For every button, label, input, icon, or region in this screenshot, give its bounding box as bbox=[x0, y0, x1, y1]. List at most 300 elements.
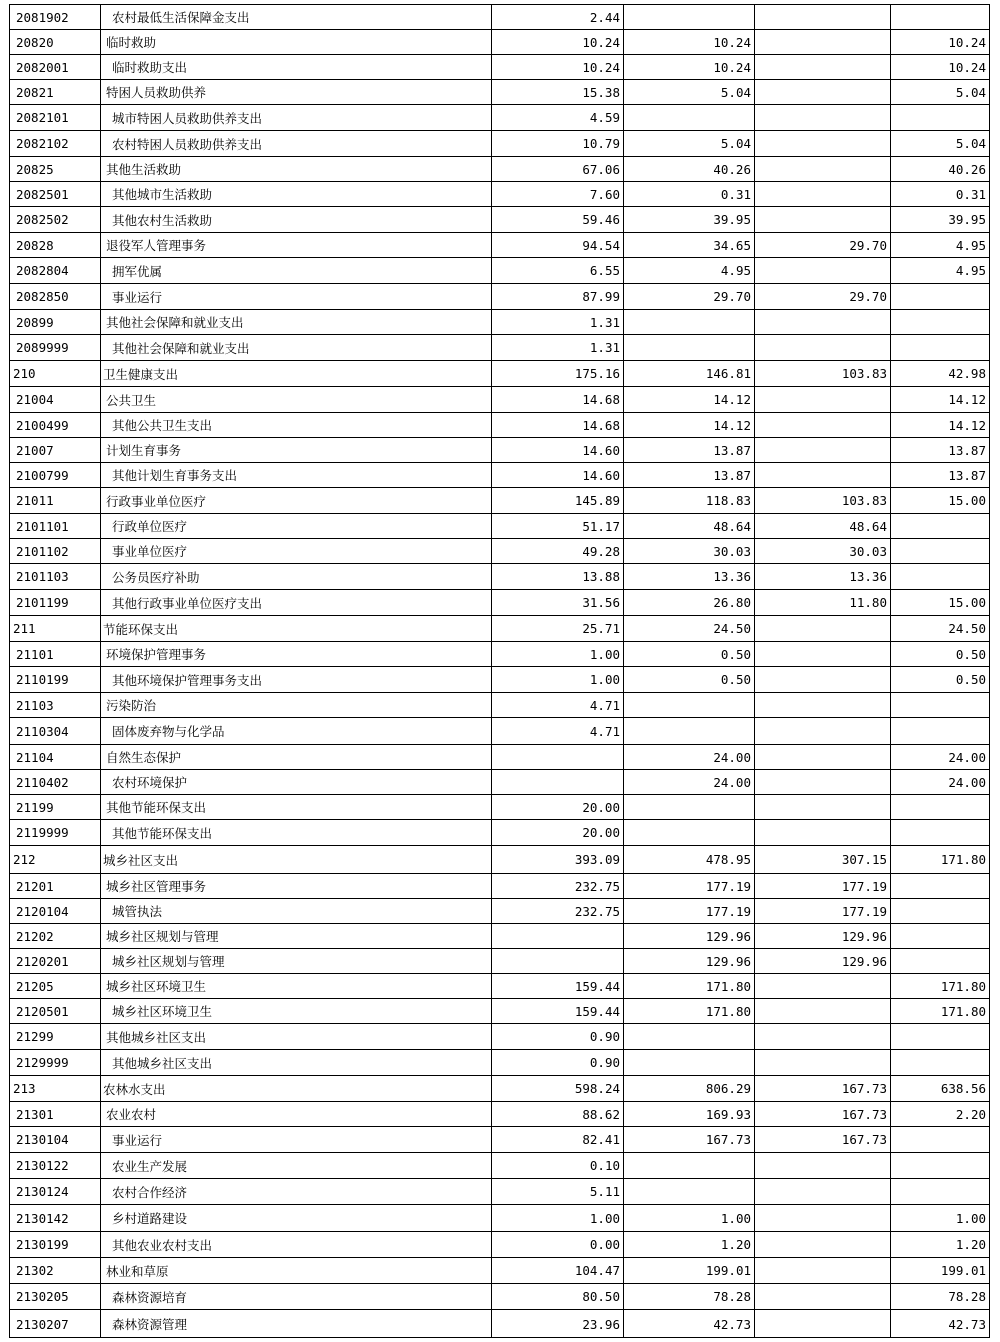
row-value-3: 48.64 bbox=[755, 514, 891, 538]
row-value-2: 13.36 bbox=[624, 564, 755, 589]
row-name: 其他生活救助 bbox=[101, 157, 492, 181]
row-code: 2101102 bbox=[10, 539, 101, 563]
row-value-3 bbox=[755, 105, 891, 130]
row-value-2: 118.83 bbox=[624, 488, 755, 513]
table-row bbox=[10, 539, 989, 564]
row-value-3 bbox=[755, 30, 891, 54]
row-code: 2130124 bbox=[10, 1179, 101, 1204]
row-code: 2110199 bbox=[10, 667, 101, 692]
table-row bbox=[10, 1310, 989, 1338]
row-value-1: 14.60 bbox=[492, 438, 624, 462]
row-code: 21205 bbox=[10, 974, 101, 998]
row-value-2: 806.29 bbox=[624, 1076, 755, 1101]
row-value-2 bbox=[624, 335, 755, 360]
row-value-2: 171.80 bbox=[624, 974, 755, 998]
table-row bbox=[10, 1284, 989, 1310]
row-value-1 bbox=[492, 949, 624, 973]
table-row bbox=[10, 999, 989, 1024]
row-name: 行政单位医疗 bbox=[101, 514, 492, 538]
row-value-1: 4.59 bbox=[492, 105, 624, 130]
table-row bbox=[10, 899, 989, 924]
row-value-4: 5.04 bbox=[955, 136, 986, 151]
row-value-3: 177.19 bbox=[755, 899, 891, 923]
row-code: 2082804 bbox=[10, 258, 101, 283]
row-value-2: 0.50 bbox=[624, 642, 755, 666]
row-code: 2120201 bbox=[10, 949, 101, 973]
row-value-2: 39.95 bbox=[624, 207, 755, 232]
row-value-4: 13.87 bbox=[948, 442, 986, 458]
row-value-3 bbox=[755, 693, 891, 717]
row-value-3 bbox=[755, 1205, 891, 1231]
row-value-3 bbox=[755, 1024, 891, 1049]
row-value-1: 5.11 bbox=[492, 1179, 624, 1204]
row-value-2: 24.00 bbox=[624, 745, 755, 769]
row-value-2: 0.50 bbox=[624, 667, 755, 692]
row-code: 21103 bbox=[10, 693, 101, 717]
table-row bbox=[10, 770, 989, 795]
row-name: 其他城市生活救助 bbox=[101, 182, 492, 206]
row-value-4: 10.24 bbox=[948, 59, 986, 75]
row-code: 2081902 bbox=[10, 5, 101, 29]
row-value-4: 42.98 bbox=[948, 366, 986, 381]
row-value-2: 167.73 bbox=[624, 1127, 755, 1152]
table-row bbox=[10, 1102, 989, 1127]
row-value-3: 167.73 bbox=[755, 1127, 891, 1152]
row-value-4 bbox=[891, 105, 989, 130]
row-value-3 bbox=[755, 1258, 891, 1283]
row-code: 212 bbox=[10, 846, 101, 873]
row-code: 2101101 bbox=[10, 514, 101, 538]
row-value-2: 14.12 bbox=[624, 387, 755, 412]
row-value-3 bbox=[755, 80, 891, 104]
row-value-3 bbox=[755, 1310, 891, 1338]
row-name: 污染防治 bbox=[101, 693, 492, 717]
row-value-4: 4.95 bbox=[955, 263, 986, 278]
row-name: 城市特困人员救助供养支出 bbox=[101, 105, 492, 130]
row-value-1 bbox=[492, 745, 624, 769]
row-value-3 bbox=[755, 310, 891, 334]
table-row bbox=[10, 233, 989, 258]
table-row bbox=[10, 718, 989, 745]
table-row bbox=[10, 616, 989, 642]
row-name: 其他节能环保支出 bbox=[101, 795, 492, 819]
row-value-2: 10.24 bbox=[624, 55, 755, 79]
row-name: 事业单位医疗 bbox=[101, 539, 492, 563]
row-value-4: 171.80 bbox=[940, 852, 986, 867]
row-value-2: 146.81 bbox=[624, 361, 755, 386]
row-value-1: 0.90 bbox=[492, 1024, 624, 1049]
row-value-3: 103.83 bbox=[755, 488, 891, 513]
row-value-2: 14.12 bbox=[624, 413, 755, 437]
row-code: 2110304 bbox=[10, 718, 101, 744]
row-value-4 bbox=[891, 924, 989, 948]
row-value-2: 199.01 bbox=[624, 1258, 755, 1283]
row-value-3 bbox=[755, 207, 891, 232]
row-value-3: 11.80 bbox=[755, 590, 891, 615]
table-row bbox=[10, 438, 989, 463]
row-value-3 bbox=[755, 616, 891, 641]
row-value-4 bbox=[891, 1024, 989, 1049]
row-value-1: 82.41 bbox=[492, 1127, 624, 1152]
row-value-2 bbox=[624, 105, 755, 130]
table-row bbox=[10, 5, 989, 30]
table-row bbox=[10, 488, 989, 514]
row-value-4: 171.80 bbox=[940, 1003, 986, 1019]
row-value-3: 177.19 bbox=[755, 874, 891, 898]
row-value-2: 78.28 bbox=[624, 1284, 755, 1309]
row-value-3 bbox=[755, 258, 891, 283]
row-value-3 bbox=[755, 667, 891, 692]
row-value-1: 14.68 bbox=[492, 387, 624, 412]
row-value-1: 10.24 bbox=[492, 55, 624, 79]
row-value-4: 199.01 bbox=[940, 1263, 986, 1278]
row-code: 2130199 bbox=[10, 1232, 101, 1257]
row-code: 2082850 bbox=[10, 284, 101, 309]
table-row bbox=[10, 413, 989, 438]
row-code: 2082501 bbox=[10, 182, 101, 206]
row-name: 城乡社区管理事务 bbox=[101, 874, 492, 898]
row-code: 210 bbox=[10, 361, 101, 386]
row-name: 自然生态保护 bbox=[101, 745, 492, 769]
row-code: 2082001 bbox=[10, 55, 101, 79]
row-value-3: 13.36 bbox=[755, 564, 891, 589]
row-value-2: 48.64 bbox=[624, 514, 755, 538]
row-value-1: 598.24 bbox=[492, 1076, 624, 1101]
row-name: 其他节能环保支出 bbox=[101, 820, 492, 845]
row-value-1: 13.88 bbox=[492, 564, 624, 589]
row-value-3 bbox=[755, 335, 891, 360]
table-row bbox=[10, 80, 989, 105]
row-code: 21007 bbox=[10, 438, 101, 462]
row-name: 临时救助 bbox=[101, 30, 492, 54]
row-name: 森林资源培育 bbox=[101, 1284, 492, 1309]
table-row bbox=[10, 949, 989, 974]
table-row bbox=[10, 207, 989, 233]
table-row bbox=[10, 1127, 989, 1153]
row-value-3 bbox=[755, 1153, 891, 1178]
row-value-2: 24.00 bbox=[624, 770, 755, 794]
row-value-3 bbox=[755, 642, 891, 666]
row-value-2 bbox=[624, 1153, 755, 1178]
table-row bbox=[10, 1153, 989, 1179]
row-name: 城乡社区规划与管理 bbox=[101, 949, 492, 973]
table-row bbox=[10, 361, 989, 387]
row-value-4: 39.95 bbox=[948, 212, 986, 227]
table-row bbox=[10, 1050, 989, 1076]
table-row bbox=[10, 667, 989, 693]
row-name: 城乡社区支出 bbox=[101, 846, 492, 873]
row-name: 农林水支出 bbox=[101, 1076, 492, 1101]
row-value-3 bbox=[755, 820, 891, 845]
row-name: 农业农村 bbox=[101, 1102, 492, 1126]
row-code: 2130207 bbox=[10, 1310, 101, 1338]
row-value-4 bbox=[891, 820, 989, 845]
row-value-3 bbox=[755, 387, 891, 412]
row-value-4 bbox=[891, 718, 989, 744]
row-value-1: 88.62 bbox=[492, 1102, 624, 1126]
row-value-3: 167.73 bbox=[755, 1102, 891, 1126]
row-value-1: 1.00 bbox=[492, 667, 624, 692]
budget-table bbox=[9, 4, 990, 1338]
row-value-1: 15.38 bbox=[492, 80, 624, 104]
row-value-1: 159.44 bbox=[492, 974, 624, 998]
row-value-3 bbox=[755, 463, 891, 487]
row-value-4: 24.50 bbox=[948, 621, 986, 636]
table-row bbox=[10, 463, 989, 488]
row-name: 其他公共卫生支出 bbox=[101, 413, 492, 437]
row-name: 城乡社区规划与管理 bbox=[101, 924, 492, 948]
row-value-4 bbox=[891, 949, 989, 973]
row-value-4: 0.50 bbox=[955, 672, 986, 687]
table-row bbox=[10, 1258, 989, 1284]
row-value-2: 177.19 bbox=[624, 874, 755, 898]
row-value-4 bbox=[891, 1179, 989, 1204]
table-row bbox=[10, 1179, 989, 1205]
row-value-4 bbox=[891, 514, 989, 538]
row-value-2: 129.96 bbox=[624, 924, 755, 948]
row-value-4: 78.28 bbox=[948, 1289, 986, 1304]
row-value-4: 14.12 bbox=[948, 392, 986, 407]
table-row bbox=[10, 131, 989, 157]
row-value-4: 14.12 bbox=[948, 417, 986, 433]
row-value-1: 145.89 bbox=[492, 488, 624, 513]
table-row bbox=[10, 874, 989, 899]
row-value-2: 4.95 bbox=[624, 258, 755, 283]
row-value-4: 42.73 bbox=[948, 1316, 986, 1332]
row-value-2 bbox=[624, 1179, 755, 1204]
row-value-1: 104.47 bbox=[492, 1258, 624, 1283]
row-code: 2120501 bbox=[10, 999, 101, 1023]
row-value-4 bbox=[891, 564, 989, 589]
row-value-1: 232.75 bbox=[492, 899, 624, 923]
table-row bbox=[10, 105, 989, 131]
row-value-1: 25.71 bbox=[492, 616, 624, 641]
table-row bbox=[10, 590, 989, 616]
row-value-3: 30.03 bbox=[755, 539, 891, 563]
table-row bbox=[10, 1232, 989, 1258]
table-row bbox=[10, 795, 989, 820]
row-value-4: 15.00 bbox=[948, 595, 986, 610]
row-value-4 bbox=[891, 335, 989, 360]
row-name: 固体废弃物与化学品 bbox=[101, 718, 492, 744]
row-value-1: 51.17 bbox=[492, 514, 624, 538]
row-value-1: 49.28 bbox=[492, 539, 624, 563]
row-value-2: 42.73 bbox=[624, 1310, 755, 1338]
row-value-1: 4.71 bbox=[492, 693, 624, 717]
row-value-3 bbox=[755, 1179, 891, 1204]
table-row bbox=[10, 182, 989, 207]
row-code: 2130142 bbox=[10, 1205, 101, 1231]
row-value-1: 2.44 bbox=[492, 5, 624, 29]
row-code: 20821 bbox=[10, 80, 101, 104]
row-code: 21301 bbox=[10, 1102, 101, 1126]
row-code: 2089999 bbox=[10, 335, 101, 360]
row-value-4: 1.20 bbox=[955, 1237, 986, 1252]
row-code: 2101103 bbox=[10, 564, 101, 589]
row-value-3: 29.70 bbox=[755, 284, 891, 309]
row-code: 21201 bbox=[10, 874, 101, 898]
row-value-4: 24.00 bbox=[948, 774, 986, 790]
row-code: 21199 bbox=[10, 795, 101, 819]
row-name: 公共卫生 bbox=[101, 387, 492, 412]
row-code: 21299 bbox=[10, 1024, 101, 1049]
row-code: 2100499 bbox=[10, 413, 101, 437]
row-name: 退役军人管理事务 bbox=[101, 233, 492, 257]
row-value-2: 1.00 bbox=[624, 1205, 755, 1231]
row-value-2: 26.80 bbox=[624, 590, 755, 615]
row-value-1: 20.00 bbox=[492, 795, 624, 819]
row-code: 2101199 bbox=[10, 590, 101, 615]
row-name: 农村最低生活保障金支出 bbox=[101, 5, 492, 29]
row-name: 其他城乡社区支出 bbox=[101, 1024, 492, 1049]
row-code: 20899 bbox=[10, 310, 101, 334]
row-value-3 bbox=[755, 131, 891, 156]
row-value-1: 10.79 bbox=[492, 131, 624, 156]
table-row bbox=[10, 310, 989, 335]
row-value-3 bbox=[755, 999, 891, 1023]
row-name: 拥军优属 bbox=[101, 258, 492, 283]
row-value-4: 638.56 bbox=[940, 1081, 986, 1096]
row-name: 计划生育事务 bbox=[101, 438, 492, 462]
row-value-1: 87.99 bbox=[492, 284, 624, 309]
row-value-4 bbox=[891, 539, 989, 563]
row-code: 213 bbox=[10, 1076, 101, 1101]
row-name: 卫生健康支出 bbox=[101, 361, 492, 386]
table-row bbox=[10, 514, 989, 539]
row-code: 20820 bbox=[10, 30, 101, 54]
table-row bbox=[10, 1024, 989, 1050]
row-value-4 bbox=[891, 1153, 989, 1178]
row-value-1: 0.90 bbox=[492, 1050, 624, 1075]
table-row bbox=[10, 642, 989, 667]
row-name: 其他农业农村支出 bbox=[101, 1232, 492, 1257]
row-code: 21011 bbox=[10, 488, 101, 513]
row-value-4: 171.80 bbox=[940, 978, 986, 994]
row-code: 20828 bbox=[10, 233, 101, 257]
row-value-1: 232.75 bbox=[492, 874, 624, 898]
table-row bbox=[10, 924, 989, 949]
row-value-3 bbox=[755, 182, 891, 206]
row-value-1: 67.06 bbox=[492, 157, 624, 181]
row-value-2: 5.04 bbox=[624, 80, 755, 104]
table-row bbox=[10, 30, 989, 55]
row-value-1: 1.31 bbox=[492, 310, 624, 334]
row-value-1: 31.56 bbox=[492, 590, 624, 615]
row-value-2 bbox=[624, 795, 755, 819]
row-value-2: 34.65 bbox=[624, 233, 755, 257]
row-value-3 bbox=[755, 1284, 891, 1309]
row-value-1: 1.31 bbox=[492, 335, 624, 360]
row-name: 其他社会保障和就业支出 bbox=[101, 310, 492, 334]
row-value-2: 40.26 bbox=[624, 157, 755, 181]
table-row bbox=[10, 284, 989, 310]
row-value-4: 2.20 bbox=[955, 1106, 986, 1122]
row-value-2 bbox=[624, 820, 755, 845]
row-code: 2110402 bbox=[10, 770, 101, 794]
row-value-3 bbox=[755, 438, 891, 462]
row-value-1: 10.24 bbox=[492, 30, 624, 54]
row-code: 21202 bbox=[10, 924, 101, 948]
row-value-1: 159.44 bbox=[492, 999, 624, 1023]
row-value-2 bbox=[624, 5, 755, 29]
row-value-3: 129.96 bbox=[755, 924, 891, 948]
row-name: 森林资源管理 bbox=[101, 1310, 492, 1338]
table-row bbox=[10, 846, 989, 874]
row-name: 其他行政事业单位医疗支出 bbox=[101, 590, 492, 615]
row-value-3 bbox=[755, 770, 891, 794]
row-name: 临时救助支出 bbox=[101, 55, 492, 79]
row-value-2: 171.80 bbox=[624, 999, 755, 1023]
row-value-4 bbox=[891, 1127, 989, 1152]
row-value-2: 30.03 bbox=[624, 539, 755, 563]
row-value-4 bbox=[891, 874, 989, 898]
table-row bbox=[10, 693, 989, 718]
row-code: 2082101 bbox=[10, 105, 101, 130]
row-value-4: 0.50 bbox=[955, 646, 986, 662]
row-code: 2082502 bbox=[10, 207, 101, 232]
row-value-4: 15.00 bbox=[948, 493, 986, 508]
row-value-2: 24.50 bbox=[624, 616, 755, 641]
row-value-4: 5.04 bbox=[955, 84, 986, 100]
table-row bbox=[10, 974, 989, 999]
row-name: 公务员医疗补助 bbox=[101, 564, 492, 589]
row-value-1 bbox=[492, 770, 624, 794]
table-row bbox=[10, 157, 989, 182]
row-value-3: 167.73 bbox=[755, 1076, 891, 1101]
row-value-4 bbox=[891, 1050, 989, 1075]
row-value-3: 307.15 bbox=[755, 846, 891, 873]
row-value-3 bbox=[755, 1232, 891, 1257]
row-code: 21302 bbox=[10, 1258, 101, 1283]
row-code: 2119999 bbox=[10, 820, 101, 845]
row-value-1: 0.00 bbox=[492, 1232, 624, 1257]
row-name: 其他计划生育事务支出 bbox=[101, 463, 492, 487]
row-value-2: 478.95 bbox=[624, 846, 755, 873]
row-code: 21004 bbox=[10, 387, 101, 412]
row-name: 林业和草原 bbox=[101, 1258, 492, 1283]
row-code: 2130205 bbox=[10, 1284, 101, 1309]
row-name: 其他环境保护管理事务支出 bbox=[101, 667, 492, 692]
row-code: 21104 bbox=[10, 745, 101, 769]
row-name: 农村合作经济 bbox=[101, 1179, 492, 1204]
table-row bbox=[10, 55, 989, 80]
row-value-4 bbox=[891, 795, 989, 819]
row-value-3 bbox=[755, 745, 891, 769]
row-value-4: 4.95 bbox=[955, 237, 986, 253]
table-row bbox=[10, 564, 989, 590]
row-name: 农业生产发展 bbox=[101, 1153, 492, 1178]
row-value-3 bbox=[755, 55, 891, 79]
row-value-1: 175.16 bbox=[492, 361, 624, 386]
row-name: 事业运行 bbox=[101, 1127, 492, 1152]
row-value-1: 4.71 bbox=[492, 718, 624, 744]
row-value-1: 0.10 bbox=[492, 1153, 624, 1178]
row-name: 事业运行 bbox=[101, 284, 492, 309]
row-value-4 bbox=[891, 310, 989, 334]
row-value-3 bbox=[755, 718, 891, 744]
row-value-4: 0.31 bbox=[955, 186, 986, 202]
row-value-2: 169.93 bbox=[624, 1102, 755, 1126]
row-value-1 bbox=[492, 924, 624, 948]
row-value-4: 24.00 bbox=[948, 749, 986, 765]
row-value-1: 59.46 bbox=[492, 207, 624, 232]
row-value-3 bbox=[755, 5, 891, 29]
row-code: 2082102 bbox=[10, 131, 101, 156]
row-value-3 bbox=[755, 974, 891, 998]
row-value-2 bbox=[624, 718, 755, 744]
row-value-3 bbox=[755, 1050, 891, 1075]
row-value-4: 10.24 bbox=[948, 34, 986, 50]
